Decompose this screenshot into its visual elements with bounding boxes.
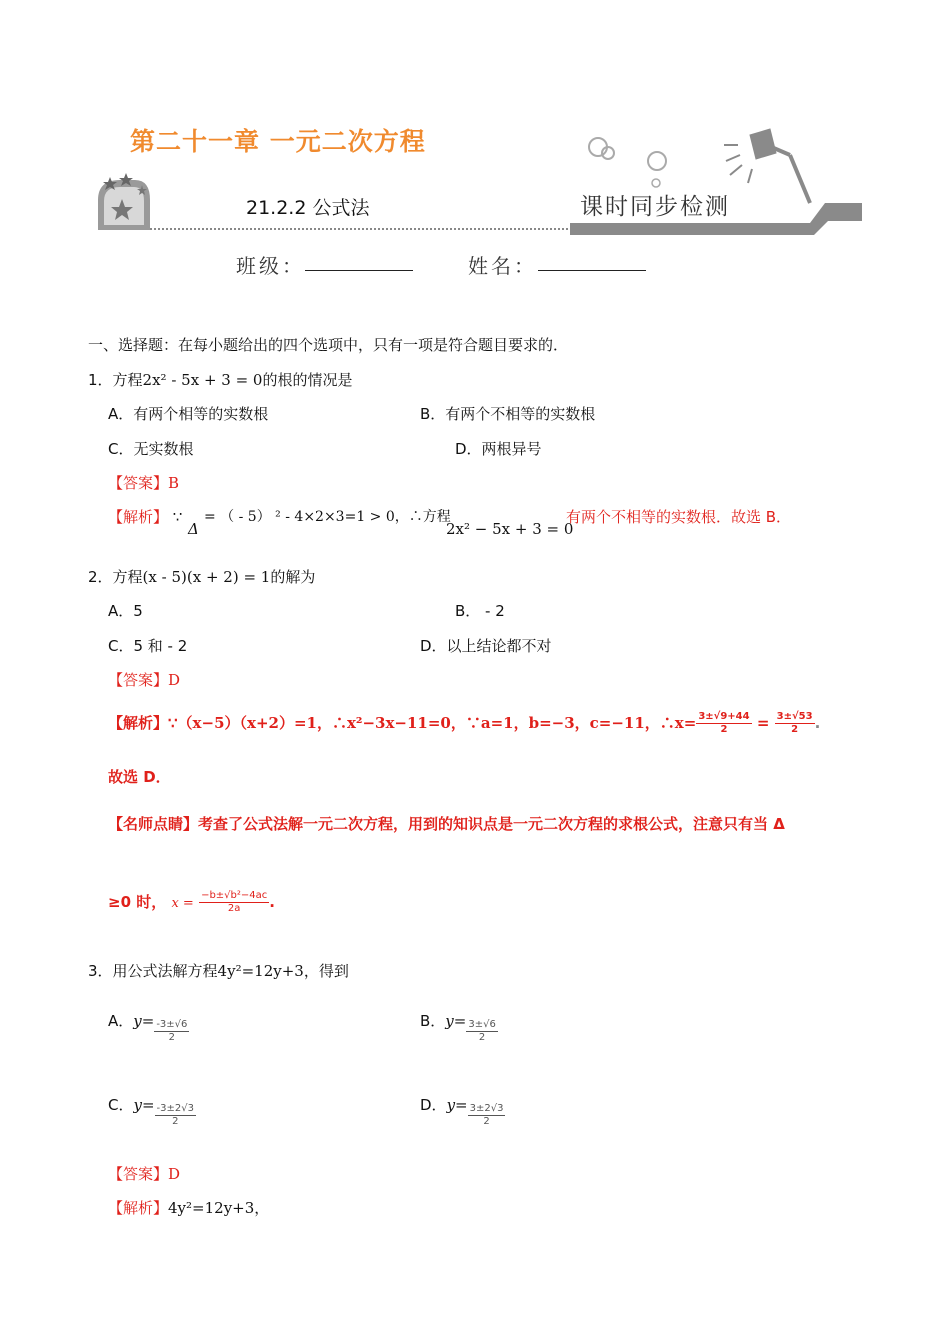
q1-option-a: A．有两个相等的实数根 (108, 405, 269, 423)
question-suffix: 的解为 (270, 568, 316, 586)
answer-value: B (168, 474, 180, 492)
name-label: 姓名： (468, 254, 537, 278)
option-var: y= (445, 1012, 467, 1030)
q1-calc: = （ - 5） ² - 4×2×3=1 > 0，∴方程 (204, 509, 451, 525)
q2-answer (108, 669, 180, 690)
option-label: D． (420, 1096, 447, 1114)
q2-option-b: B． - 2 (455, 602, 505, 620)
option-label: B． (420, 1012, 446, 1030)
option-fraction: $\frac{-3\pm√6}{2}$ (156, 1019, 188, 1043)
question-equation: 2x² - 5x + 3 = 0 (142, 371, 263, 389)
option-var: y= (133, 1012, 155, 1030)
bubble-icon (589, 138, 607, 156)
q3-option-c (108, 1094, 196, 1128)
question-equation: (x - 5)(x + 2) = 1 (142, 568, 271, 586)
question-prefix: 3．用公式法解方程 (88, 962, 218, 980)
q1-delta: Δ (188, 520, 199, 538)
option-var: y= (133, 1096, 155, 1114)
page-tagline: 课时同步检测 (580, 194, 730, 220)
question-equation: 4y²=12y+3 (217, 962, 304, 980)
tip-text: 考查了公式法解一元二次方程，用到的知识点是一元二次方程的求根公式，注意只有当 Δ (198, 815, 785, 833)
q1-equation-inline: 2x² − 5x + 3 = 0 (446, 520, 574, 538)
q1-option-b: B．有两个不相等的实数根 (420, 405, 596, 423)
chapter-title: 第二十一章 一元二次方程 (130, 127, 426, 156)
question-1 (88, 369, 352, 390)
analysis-tail: . (814, 714, 821, 732)
section-title: 21.2.2 公式法 (246, 197, 370, 219)
q1-conclusion: 有两个不相等的实数根．故选 B． (566, 508, 792, 526)
q3-answer (108, 1163, 180, 1184)
header-banner-graphic (90, 125, 862, 237)
analysis-label: 【解析】 (108, 508, 169, 526)
equals-sign: = (756, 714, 770, 732)
tip-end: . (269, 893, 275, 911)
q2-option-c: C．5 和 - 2 (108, 637, 188, 655)
class-label: 班级： (236, 254, 305, 278)
question-2 (88, 566, 315, 587)
option-label: A． (108, 1012, 134, 1030)
option-label: C． (108, 1096, 134, 1114)
answer-label: 【答案】 (108, 671, 169, 689)
answer-label: 【答案】 (108, 474, 169, 492)
q3-analysis (108, 1197, 269, 1218)
option-fraction: $\frac{3\pm√6}{2}$ (468, 1019, 496, 1043)
option-fraction: $\frac{-3\pm 2√3}{2}$ (156, 1103, 194, 1127)
analysis-label: 【解析】 (108, 1199, 169, 1217)
answer-value: D (168, 1165, 181, 1183)
tip-label: 【名师点睛】 (108, 815, 199, 833)
analysis-text: 4y²=12y+3， (168, 1199, 270, 1217)
answer-value: D (168, 671, 181, 689)
question-prefix: 2．方程 (88, 568, 143, 586)
q2-teacher-tip (108, 813, 785, 834)
q2-option-a: A．5 (108, 602, 143, 620)
star-badge-icon (98, 173, 150, 230)
q1-answer (108, 472, 179, 493)
option-var: y= (446, 1096, 468, 1114)
quadratic-formula-fraction: $\frac{\text{−b±√b²−4ac}}{2a}$ (201, 890, 268, 914)
desk-lamp-icon (724, 129, 810, 203)
q3-option-a (108, 1010, 189, 1044)
root-fraction-2: $\frac{3\pm√53}{2}$ (776, 711, 813, 735)
answer-label: 【答案】 (108, 1165, 169, 1183)
class-field[interactable] (305, 270, 413, 271)
root-fraction-1: $\frac{3\pm√9+44}{2}$ (698, 711, 750, 735)
name-field[interactable] (538, 270, 646, 271)
analysis-label: 【解析】 (108, 714, 169, 732)
question-suffix: ，得到 (303, 962, 349, 980)
q2-analysis (108, 711, 820, 736)
q2-option-d: D．以上结论都不对 (420, 637, 552, 655)
analysis-text: ∵（x−5）（x+2）=1，∴x²−3x−11=0，∵a=1，b=−3，c=−11，∴x= (168, 714, 697, 732)
tip-x: x = (171, 896, 194, 911)
because-symbol: ∵ (172, 508, 183, 526)
question-prefix: 1．方程 (88, 371, 143, 389)
tip-cont: ≥0 时， (108, 893, 167, 911)
q1-analysis (108, 506, 182, 527)
q2-choose: 故选 D． (108, 768, 171, 786)
q3-option-b (420, 1010, 498, 1044)
q2-tip-continued (108, 890, 275, 915)
q1-option-c: C．无实数根 (108, 440, 194, 458)
option-fraction: $\frac{3\pm 2√3}{2}$ (469, 1103, 504, 1127)
q1-option-d: D．两根异号 (455, 440, 542, 458)
q3-option-d (420, 1094, 505, 1128)
question-3 (88, 960, 349, 981)
question-suffix: 的根的情况是 (262, 371, 353, 389)
part-heading: 一、选择题：在每小题给出的四个选项中，只有一项是符合题目要求的． (88, 336, 569, 354)
